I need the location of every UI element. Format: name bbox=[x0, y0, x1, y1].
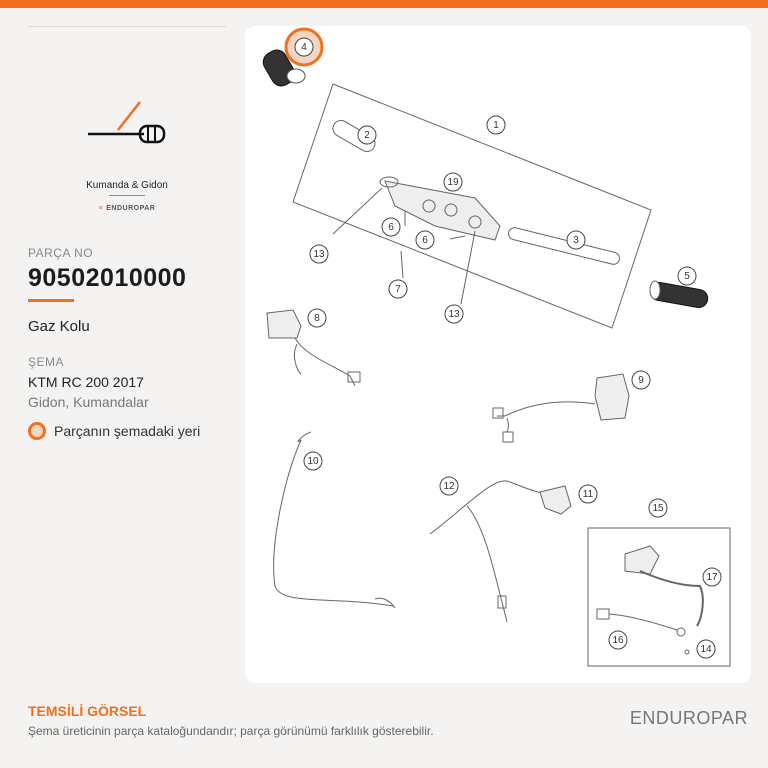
part-no-label: PARÇA NO bbox=[28, 246, 94, 260]
svg-text:9: 9 bbox=[638, 375, 644, 386]
representative-image-title: TEMSİLİ GÖRSEL bbox=[28, 703, 147, 719]
callout-10 bbox=[304, 452, 322, 470]
brand-small-text: ENDUROPAR bbox=[106, 205, 156, 212]
part-number: 90502010000 bbox=[28, 264, 187, 292]
callout-13b bbox=[445, 305, 463, 323]
diagram-card bbox=[245, 26, 751, 683]
svg-text:6: 6 bbox=[388, 222, 394, 233]
svg-text:15: 15 bbox=[652, 503, 664, 514]
callout-12 bbox=[440, 477, 458, 495]
svg-text:6: 6 bbox=[422, 235, 428, 246]
callout-17 bbox=[703, 568, 721, 586]
callout-14 bbox=[697, 640, 715, 658]
legend-text: Parçanın şemadaki yeri bbox=[54, 423, 201, 439]
callout-19 bbox=[444, 173, 462, 191]
highlight-circle-icon bbox=[28, 422, 46, 440]
svg-text:16: 16 bbox=[612, 635, 624, 646]
callout-5 bbox=[678, 267, 696, 285]
callout-16 bbox=[609, 631, 627, 649]
svg-text:1: 1 bbox=[493, 120, 499, 131]
svg-text:2: 2 bbox=[364, 130, 370, 141]
svg-text:8: 8 bbox=[314, 313, 320, 324]
grip-end-part bbox=[287, 69, 305, 83]
callout-6a bbox=[382, 218, 400, 236]
throttle-cable-part bbox=[274, 440, 393, 606]
handlebar-tube-part bbox=[507, 226, 621, 265]
footer-brand-logo: ENDUROPAR bbox=[629, 708, 748, 728]
callout-7 bbox=[389, 280, 407, 298]
callout-3 bbox=[567, 231, 585, 249]
callout-1 bbox=[487, 116, 505, 134]
handlebar-lever-icon bbox=[84, 98, 174, 148]
callout-9 bbox=[632, 371, 650, 389]
lever-arm-part bbox=[640, 571, 703, 626]
svg-text:10: 10 bbox=[307, 456, 319, 467]
parts-diagram bbox=[245, 26, 751, 683]
category-title: Kumanda & Gidon bbox=[86, 180, 168, 191]
callout-11 bbox=[579, 485, 597, 503]
svg-text:17: 17 bbox=[706, 572, 718, 583]
vehicle-model: KTM RC 200 2017 bbox=[28, 374, 144, 390]
right-switch-part bbox=[267, 310, 301, 338]
location-legend bbox=[28, 422, 200, 440]
top-accent-bar bbox=[0, 0, 768, 8]
svg-text:7: 7 bbox=[395, 284, 401, 295]
sidebar-divider bbox=[28, 26, 226, 27]
brand-small-logo bbox=[28, 205, 226, 212]
svg-text:5: 5 bbox=[684, 271, 690, 282]
svg-text:19: 19 bbox=[447, 177, 459, 188]
part-number-underline bbox=[28, 299, 74, 302]
svg-text:4: 4 bbox=[301, 42, 307, 53]
svg-text:14: 14 bbox=[700, 644, 712, 655]
svg-text:12: 12 bbox=[443, 481, 455, 492]
left-switch-part bbox=[595, 374, 629, 420]
svg-text:3: 3 bbox=[573, 235, 579, 246]
triple-clamp-part bbox=[385, 181, 500, 240]
schema-label: ŞEMA bbox=[28, 355, 65, 369]
enduropar-mark-icon: ≡ bbox=[98, 205, 104, 212]
schema-subcategory: Gidon, Kumandalar bbox=[28, 394, 149, 410]
svg-text:13: 13 bbox=[448, 309, 460, 320]
callout-13a bbox=[310, 245, 328, 263]
callout-6b bbox=[416, 231, 434, 249]
switch-housing-part bbox=[540, 486, 571, 514]
disclaimer-note: Şema üreticinin parça kataloğundandır; parça görünümü farklılık gösterebilir. bbox=[28, 724, 434, 738]
lever-bracket-part bbox=[625, 546, 659, 574]
category-underline bbox=[109, 195, 145, 196]
part-name: Gaz Kolu bbox=[28, 318, 90, 335]
svg-text:11: 11 bbox=[582, 489, 594, 500]
callout-15 bbox=[649, 499, 667, 517]
svg-text:13: 13 bbox=[313, 249, 325, 260]
callout-8 bbox=[308, 309, 326, 327]
callout-2 bbox=[358, 126, 376, 144]
callout-4 bbox=[295, 38, 313, 56]
